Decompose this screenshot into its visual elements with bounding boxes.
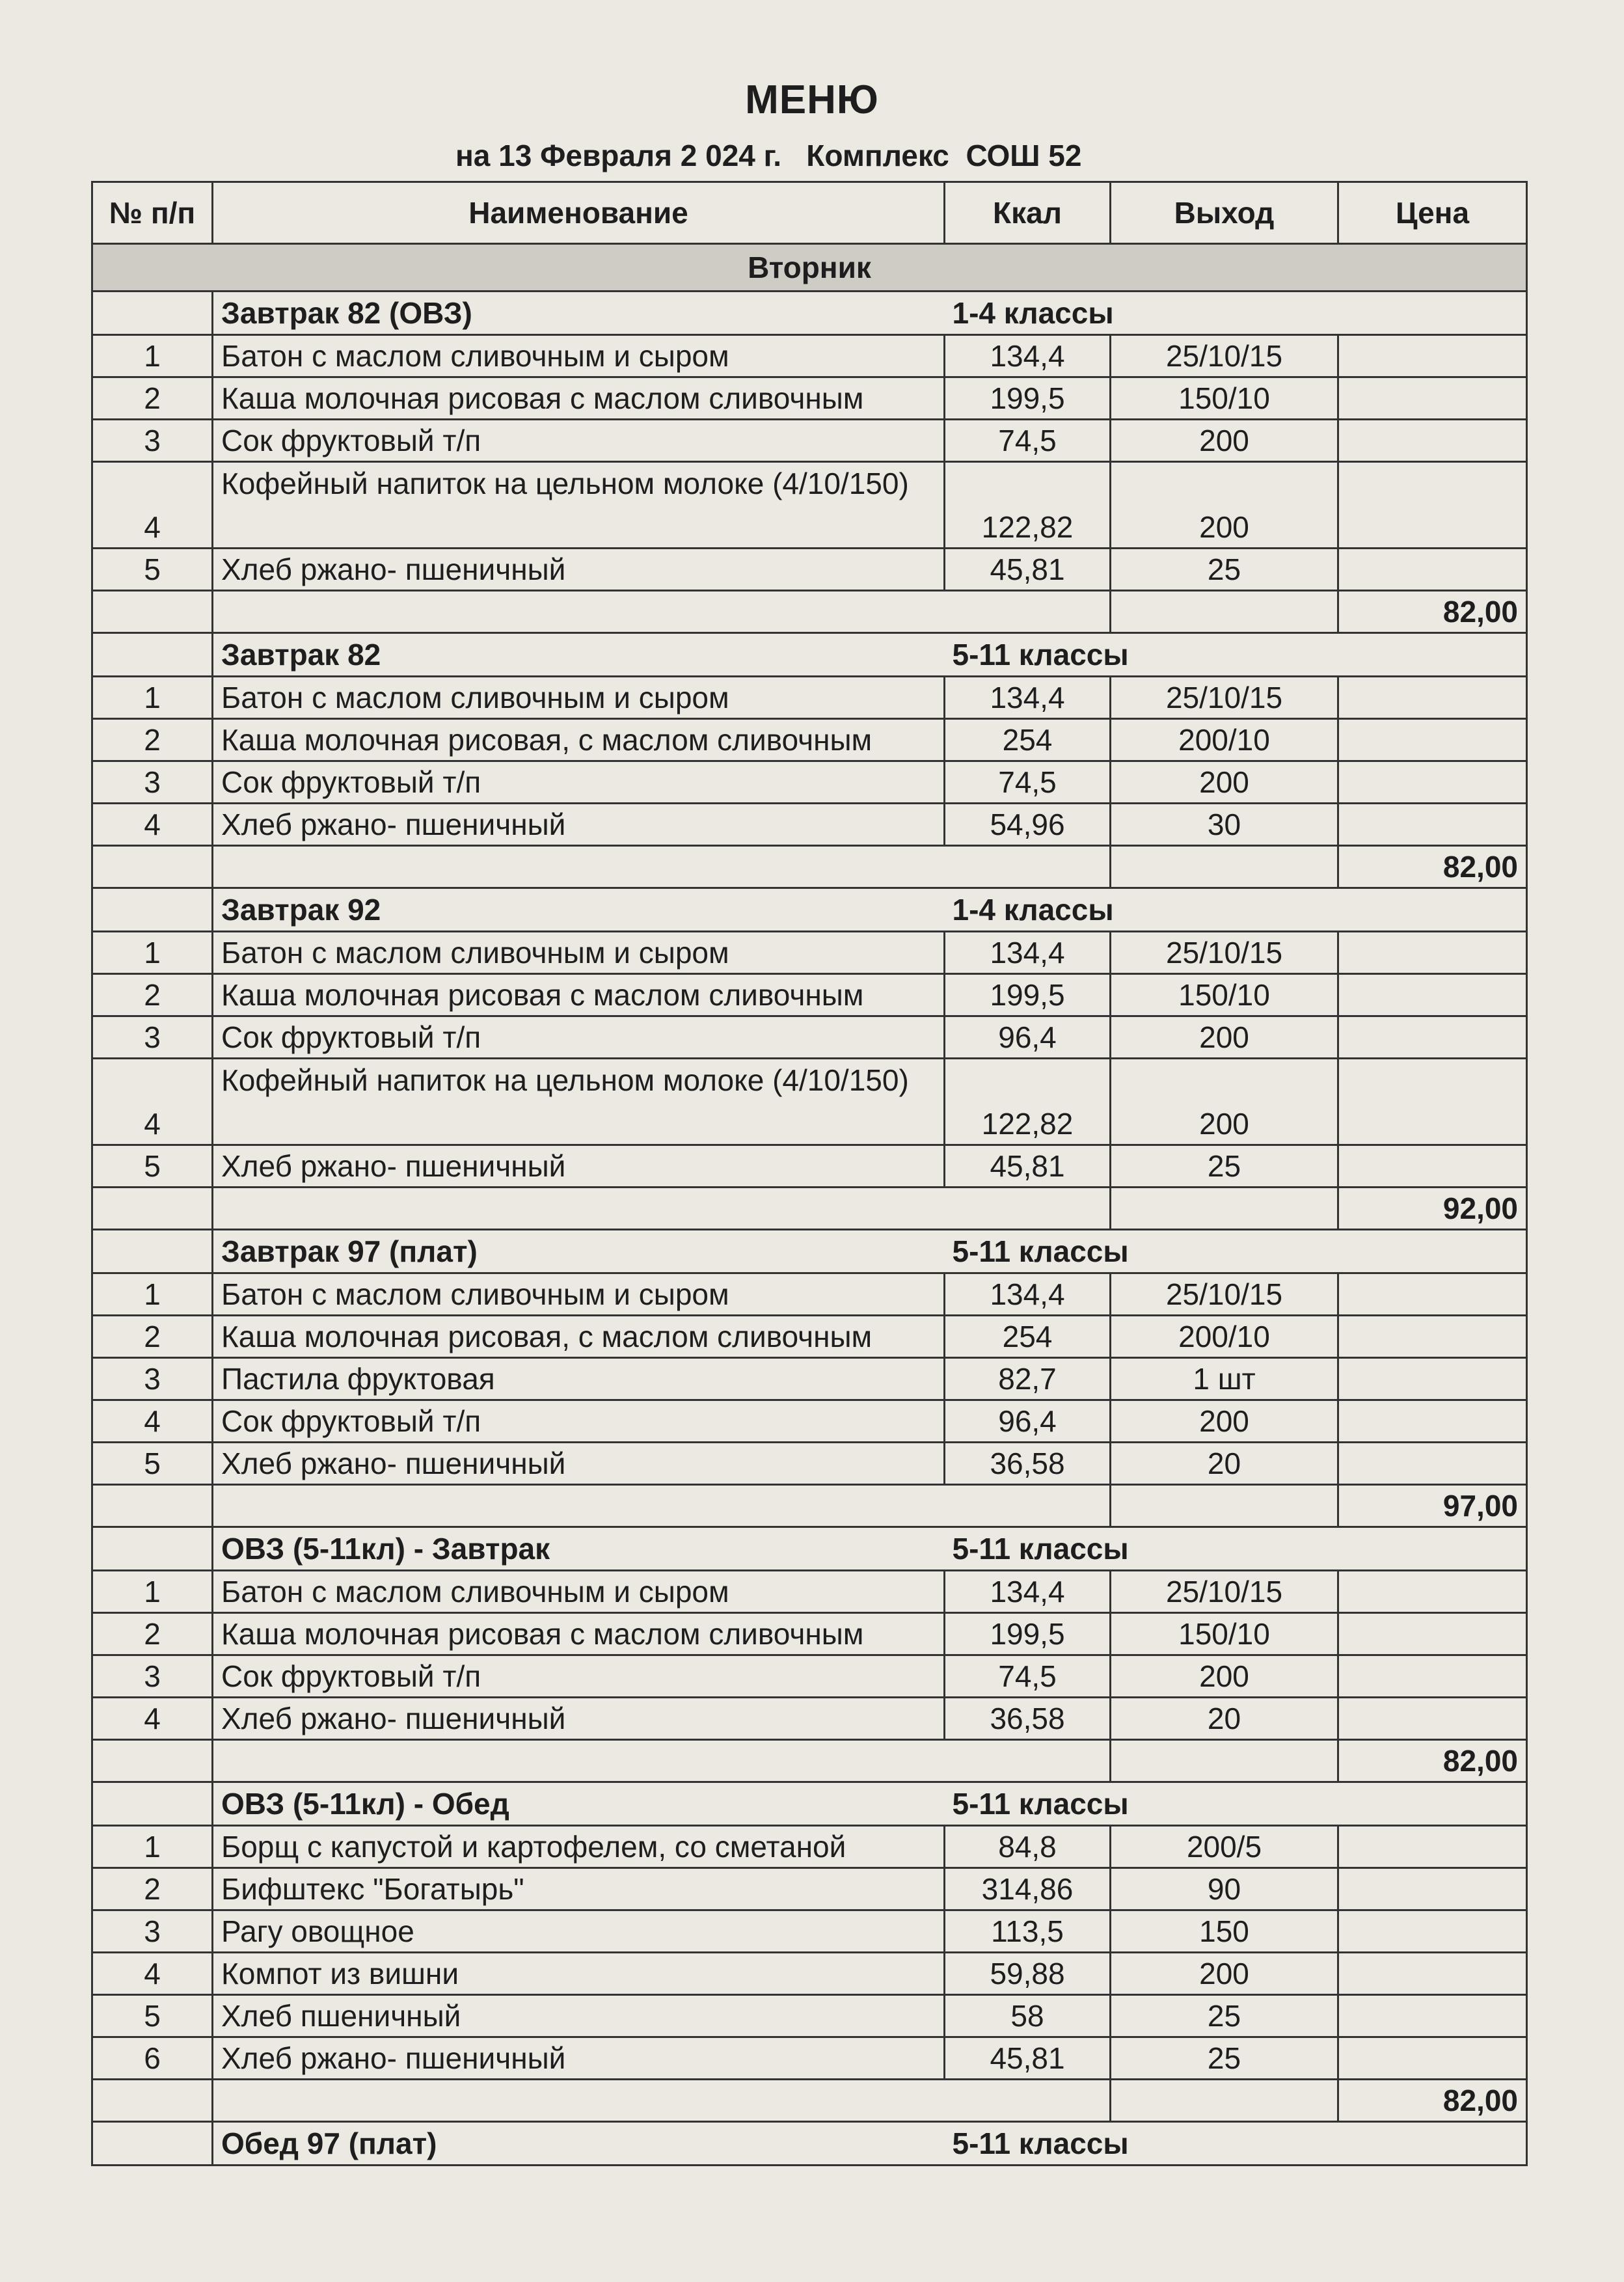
item-num: 3 [92, 1910, 213, 1953]
total-blank-name [213, 1485, 1111, 1527]
item-kcal: 74,5 [945, 1655, 1111, 1698]
section-num-cell [92, 888, 213, 932]
item-price [1338, 719, 1527, 761]
total-blank-out [1111, 591, 1338, 633]
item-price [1338, 420, 1527, 462]
item-output: 90 [1111, 1868, 1338, 1910]
section-name: ОВЗ (5-11кл) - Обед [213, 1782, 945, 1826]
section-num-cell [92, 1782, 213, 1826]
total-blank-num [92, 1188, 213, 1230]
item-name: Батон с маслом сливочным и сыром [213, 1273, 945, 1316]
item-price [1338, 1613, 1527, 1655]
item-name: Сок фруктовый т/п [213, 1655, 945, 1698]
item-output: 30 [1111, 804, 1338, 846]
section-header-row [92, 1230, 1527, 1273]
item-output: 25/10/15 [1111, 1571, 1338, 1613]
table-header-row [92, 182, 1527, 244]
item-price [1338, 1316, 1527, 1358]
table-row [92, 1655, 1527, 1698]
item-name: Каша молочная рисовая с маслом сливочным [213, 1613, 945, 1655]
item-num: 1 [92, 1826, 213, 1868]
table-row [92, 677, 1527, 719]
item-kcal: 84,8 [945, 1826, 1111, 1868]
section-name: Завтрак 92 [213, 888, 945, 932]
item-kcal: 82,7 [945, 1358, 1111, 1400]
section-total-price: 82,00 [1338, 1740, 1527, 1782]
total-blank-out [1111, 1485, 1338, 1527]
item-kcal: 199,5 [945, 974, 1111, 1016]
page-title: МЕНЮ [745, 77, 879, 122]
section-num-cell [92, 1230, 213, 1273]
item-kcal: 134,4 [945, 335, 1111, 377]
item-kcal: 134,4 [945, 1571, 1111, 1613]
item-kcal: 314,86 [945, 1868, 1111, 1910]
item-num: 1 [92, 1571, 213, 1613]
item-output: 25/10/15 [1111, 1273, 1338, 1316]
total-blank-num [92, 846, 213, 888]
table-row [92, 1571, 1527, 1613]
section-header-row [92, 888, 1527, 932]
item-output: 150/10 [1111, 974, 1338, 1016]
item-name: Каша молочная рисовая, с маслом сливочным [213, 1316, 945, 1358]
section-total-price: 82,00 [1338, 2080, 1527, 2122]
total-blank-out [1111, 1740, 1338, 1782]
item-num: 2 [92, 1613, 213, 1655]
section-num-cell [92, 292, 213, 335]
item-num: 4 [92, 1059, 213, 1145]
section-name: Обед 97 (плат) [213, 2122, 945, 2166]
total-blank-name [213, 1740, 1111, 1782]
table-row [92, 1273, 1527, 1316]
item-kcal: 36,58 [945, 1698, 1111, 1740]
section-total-row [92, 591, 1527, 633]
item-name: Сок фруктовый т/п [213, 420, 945, 462]
item-name: Хлеб ржано- пшеничный [213, 1698, 945, 1740]
item-kcal: 134,4 [945, 1273, 1111, 1316]
item-price [1338, 462, 1527, 549]
section-total-row [92, 846, 1527, 888]
item-output: 25 [1111, 549, 1338, 591]
item-kcal: 134,4 [945, 932, 1111, 974]
section-total-price: 92,00 [1338, 1188, 1527, 1230]
menu-table-body [92, 244, 1527, 2166]
item-price [1338, 1910, 1527, 1953]
section-name: Завтрак 97 (плат) [213, 1230, 945, 1273]
section-classes: 5-11 классы [945, 1230, 1527, 1273]
item-output: 200/5 [1111, 1826, 1338, 1868]
section-header-row [92, 633, 1527, 677]
item-output: 25/10/15 [1111, 932, 1338, 974]
item-price [1338, 761, 1527, 804]
item-name: Сок фруктовый т/п [213, 761, 945, 804]
item-price [1338, 1698, 1527, 1740]
item-name: Кофейный напиток на цельном молоке (4/10/150) [213, 1059, 945, 1145]
item-price [1338, 377, 1527, 420]
table-row [92, 974, 1527, 1016]
item-output: 200/10 [1111, 1316, 1338, 1358]
item-output: 1 шт [1111, 1358, 1338, 1400]
item-output: 200 [1111, 1016, 1338, 1059]
total-blank-num [92, 2080, 213, 2122]
item-price [1338, 1145, 1527, 1188]
item-num: 4 [92, 462, 213, 549]
item-price [1338, 1953, 1527, 1995]
item-kcal: 54,96 [945, 804, 1111, 846]
header-output: Выход [1111, 182, 1338, 244]
item-name: Борщ с капустой и картофелем, со сметаной [213, 1826, 945, 1868]
section-header-row [92, 1782, 1527, 1826]
item-num: 1 [92, 677, 213, 719]
total-blank-out [1111, 846, 1338, 888]
item-num: 2 [92, 1868, 213, 1910]
item-num: 5 [92, 1995, 213, 2037]
item-output: 25 [1111, 1995, 1338, 2037]
item-price [1338, 1868, 1527, 1910]
table-row [92, 1953, 1527, 1995]
day-row [92, 244, 1527, 292]
table-row [92, 1145, 1527, 1188]
item-num: 3 [92, 1016, 213, 1059]
section-header-row [92, 1527, 1527, 1571]
item-kcal: 199,5 [945, 1613, 1111, 1655]
item-num: 3 [92, 761, 213, 804]
item-num: 2 [92, 974, 213, 1016]
table-row [92, 1400, 1527, 1443]
section-num-cell [92, 1527, 213, 1571]
section-total-price: 82,00 [1338, 846, 1527, 888]
table-row [92, 1016, 1527, 1059]
header-kcal: Ккал [945, 182, 1111, 244]
item-num: 3 [92, 420, 213, 462]
item-name: Батон с маслом сливочным и сыром [213, 1571, 945, 1613]
item-num: 1 [92, 1273, 213, 1316]
table-row [92, 2037, 1527, 2080]
item-output: 200 [1111, 1953, 1338, 1995]
item-num: 1 [92, 335, 213, 377]
item-output: 25 [1111, 1145, 1338, 1188]
item-name: Каша молочная рисовая с маслом сливочным [213, 377, 945, 420]
item-num: 6 [92, 2037, 213, 2080]
item-price [1338, 1273, 1527, 1316]
item-kcal: 113,5 [945, 1910, 1111, 1953]
total-blank-num [92, 1485, 213, 1527]
item-name: Батон с маслом сливочным и сыром [213, 932, 945, 974]
item-output: 200 [1111, 761, 1338, 804]
item-output: 20 [1111, 1443, 1338, 1485]
table-row [92, 462, 1527, 549]
page-subtitle: на 13 Февраля 2 024 г. Комплекс СОШ 52 [455, 139, 1082, 172]
item-num: 2 [92, 377, 213, 420]
table-row [92, 1910, 1527, 1953]
item-name: Батон с маслом сливочным и сыром [213, 677, 945, 719]
section-classes: 5-11 классы [945, 1527, 1527, 1571]
table-row [92, 804, 1527, 846]
item-output: 20 [1111, 1698, 1338, 1740]
item-output: 200 [1111, 462, 1338, 549]
section-total-row [92, 1740, 1527, 1782]
item-name: Сок фруктовый т/п [213, 1400, 945, 1443]
item-kcal: 254 [945, 719, 1111, 761]
header-num: № п/п [92, 182, 213, 244]
table-row [92, 719, 1527, 761]
item-name: Хлеб ржано- пшеничный [213, 1145, 945, 1188]
item-output: 150/10 [1111, 1613, 1338, 1655]
item-kcal: 58 [945, 1995, 1111, 2037]
section-name: ОВЗ (5-11кл) - Завтрак [213, 1527, 945, 1571]
table-row [92, 1316, 1527, 1358]
item-price [1338, 974, 1527, 1016]
table-row [92, 1826, 1527, 1868]
item-kcal: 122,82 [945, 1059, 1111, 1145]
table-row [92, 420, 1527, 462]
day-label: Вторник [92, 244, 1527, 292]
table-row [92, 932, 1527, 974]
item-name: Каша молочная рисовая, с маслом сливочным [213, 719, 945, 761]
section-total-price: 97,00 [1338, 1485, 1527, 1527]
item-kcal: 59,88 [945, 1953, 1111, 1995]
item-kcal: 45,81 [945, 2037, 1111, 2080]
total-blank-name [213, 1188, 1111, 1230]
item-kcal: 254 [945, 1316, 1111, 1358]
total-blank-name [213, 591, 1111, 633]
item-num: 4 [92, 1698, 213, 1740]
item-output: 200 [1111, 1059, 1338, 1145]
section-name: Завтрак 82 (ОВЗ) [213, 292, 945, 335]
item-kcal: 122,82 [945, 462, 1111, 549]
section-name: Завтрак 82 [213, 633, 945, 677]
item-name: Бифштекс "Богатырь" [213, 1868, 945, 1910]
header-name: Наименование [213, 182, 945, 244]
section-total-row [92, 1188, 1527, 1230]
item-price [1338, 1059, 1527, 1145]
section-num-cell [92, 633, 213, 677]
item-num: 2 [92, 1316, 213, 1358]
item-kcal: 199,5 [945, 377, 1111, 420]
item-price [1338, 1655, 1527, 1698]
item-name: Хлеб пшеничный [213, 1995, 945, 2037]
item-price [1338, 1571, 1527, 1613]
item-kcal: 74,5 [945, 761, 1111, 804]
total-blank-name [213, 846, 1111, 888]
item-kcal: 45,81 [945, 1145, 1111, 1188]
menu-table [91, 181, 1528, 2166]
total-blank-out [1111, 2080, 1338, 2122]
section-classes: 1-4 классы [945, 292, 1527, 335]
item-kcal: 96,4 [945, 1400, 1111, 1443]
item-name: Хлеб ржано- пшеничный [213, 1443, 945, 1485]
item-num: 5 [92, 549, 213, 591]
item-name: Пастила фруктовая [213, 1358, 945, 1400]
item-num: 5 [92, 1145, 213, 1188]
item-num: 4 [92, 1953, 213, 1995]
section-num-cell [92, 2122, 213, 2166]
item-output: 200/10 [1111, 719, 1338, 761]
header-price: Цена [1338, 182, 1527, 244]
item-name: Рагу овощное [213, 1910, 945, 1953]
item-num: 4 [92, 1400, 213, 1443]
section-classes: 5-11 классы [945, 2122, 1527, 2166]
table-row [92, 1059, 1527, 1145]
table-row [92, 377, 1527, 420]
item-price [1338, 932, 1527, 974]
item-output: 25/10/15 [1111, 335, 1338, 377]
item-price [1338, 2037, 1527, 2080]
item-num: 5 [92, 1443, 213, 1485]
item-kcal: 134,4 [945, 677, 1111, 719]
table-row [92, 1868, 1527, 1910]
section-total-row [92, 1485, 1527, 1527]
table-row [92, 1443, 1527, 1485]
item-name: Хлеб ржано- пшеничный [213, 804, 945, 846]
item-name: Хлеб ржано- пшеничный [213, 2037, 945, 2080]
item-num: 3 [92, 1655, 213, 1698]
table-row [92, 1995, 1527, 2037]
table-row [92, 335, 1527, 377]
item-price [1338, 1358, 1527, 1400]
total-blank-num [92, 591, 213, 633]
item-num: 4 [92, 804, 213, 846]
item-num: 2 [92, 719, 213, 761]
item-kcal: 96,4 [945, 1016, 1111, 1059]
item-name: Компот из вишни [213, 1953, 945, 1995]
table-row [92, 549, 1527, 591]
item-output: 150/10 [1111, 377, 1338, 420]
item-output: 200 [1111, 1400, 1338, 1443]
section-total-price: 82,00 [1338, 591, 1527, 633]
section-header-row [92, 2122, 1527, 2166]
section-classes: 1-4 классы [945, 888, 1527, 932]
table-row [92, 1613, 1527, 1655]
table-row [92, 761, 1527, 804]
item-num: 1 [92, 932, 213, 974]
item-kcal: 36,58 [945, 1443, 1111, 1485]
item-kcal: 45,81 [945, 549, 1111, 591]
item-output: 25 [1111, 2037, 1338, 2080]
section-header-row [92, 292, 1527, 335]
section-classes: 5-11 классы [945, 633, 1527, 677]
item-output: 200 [1111, 1655, 1338, 1698]
item-price [1338, 1826, 1527, 1868]
total-blank-out [1111, 1188, 1338, 1230]
item-output: 200 [1111, 420, 1338, 462]
section-classes: 5-11 классы [945, 1782, 1527, 1826]
item-name: Каша молочная рисовая с маслом сливочным [213, 974, 945, 1016]
item-name: Батон с маслом сливочным и сыром [213, 335, 945, 377]
item-output: 25/10/15 [1111, 677, 1338, 719]
item-price [1338, 1443, 1527, 1485]
total-blank-num [92, 1740, 213, 1782]
item-price [1338, 335, 1527, 377]
item-num: 3 [92, 1358, 213, 1400]
item-kcal: 74,5 [945, 420, 1111, 462]
item-price [1338, 804, 1527, 846]
item-output: 150 [1111, 1910, 1338, 1953]
table-row [92, 1698, 1527, 1740]
item-price [1338, 549, 1527, 591]
item-name: Кофейный напиток на цельном молоке (4/10/150) [213, 462, 945, 549]
item-name: Хлеб ржано- пшеничный [213, 549, 945, 591]
item-price [1338, 1016, 1527, 1059]
item-price [1338, 677, 1527, 719]
section-total-row [92, 2080, 1527, 2122]
total-blank-name [213, 2080, 1111, 2122]
item-price [1338, 1995, 1527, 2037]
table-row [92, 1358, 1527, 1400]
item-name: Сок фруктовый т/п [213, 1016, 945, 1059]
item-price [1338, 1400, 1527, 1443]
